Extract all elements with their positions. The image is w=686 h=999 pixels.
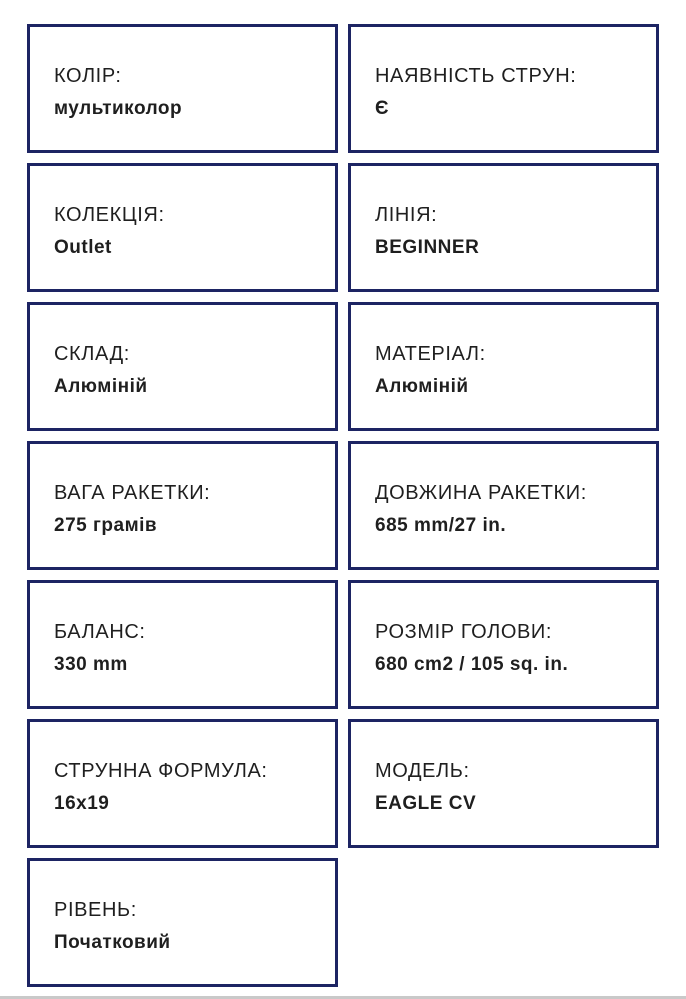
spec-value: 685 mm/27 in. <box>375 515 507 536</box>
spec-value: Outlet <box>54 237 112 258</box>
spec-value: 680 cm2 / 105 sq. in. <box>375 654 569 675</box>
spec-card-collection <box>27 163 338 292</box>
spec-card-composition <box>27 302 338 431</box>
spec-card-material <box>348 302 659 431</box>
spec-card-strings <box>348 24 659 153</box>
spec-label: КОЛІР: <box>54 65 122 87</box>
spec-card-weight <box>27 441 338 570</box>
spec-value: 275 грамів <box>54 515 158 536</box>
spec-label: СТРУННА ФОРМУЛА: <box>54 760 268 782</box>
spec-card-head-size <box>348 580 659 709</box>
spec-value: EAGLE CV <box>375 793 477 814</box>
spec-label: РІВЕНЬ: <box>54 899 137 921</box>
spec-label: ДОВЖИНА РАКЕТКИ: <box>375 482 587 504</box>
spec-label: КОЛЕКЦІЯ: <box>54 204 165 226</box>
spec-label: НАЯВНІСТЬ СТРУН: <box>375 65 577 87</box>
spec-value: мультиколор <box>54 98 183 119</box>
spec-value: Є <box>375 98 390 119</box>
spec-value: BEGINNER <box>375 237 480 258</box>
spec-card-level <box>27 858 338 987</box>
spec-label: БАЛАНС: <box>54 621 146 643</box>
product-specs-grid <box>27 24 659 987</box>
spec-label: СКЛАД: <box>54 343 130 365</box>
spec-value: 16x19 <box>54 793 110 814</box>
spec-value: Алюміній <box>375 376 469 397</box>
spec-card-string-pattern <box>27 719 338 848</box>
spec-label: ЛІНІЯ: <box>375 204 438 226</box>
spec-value: Алюміній <box>54 376 148 397</box>
spec-card-line <box>348 163 659 292</box>
spec-label: ВАГА РАКЕТКИ: <box>54 482 211 504</box>
spec-label: МАТЕРІАЛ: <box>375 343 486 365</box>
spec-value: Початковий <box>54 932 171 953</box>
spec-label: МОДЕЛЬ: <box>375 760 470 782</box>
spec-value: 330 mm <box>54 654 128 675</box>
spec-card-model <box>348 719 659 848</box>
spec-label: РОЗМІР ГОЛОВИ: <box>375 621 553 643</box>
spec-card-length <box>348 441 659 570</box>
spec-card-color <box>27 24 338 153</box>
spec-card-balance <box>27 580 338 709</box>
